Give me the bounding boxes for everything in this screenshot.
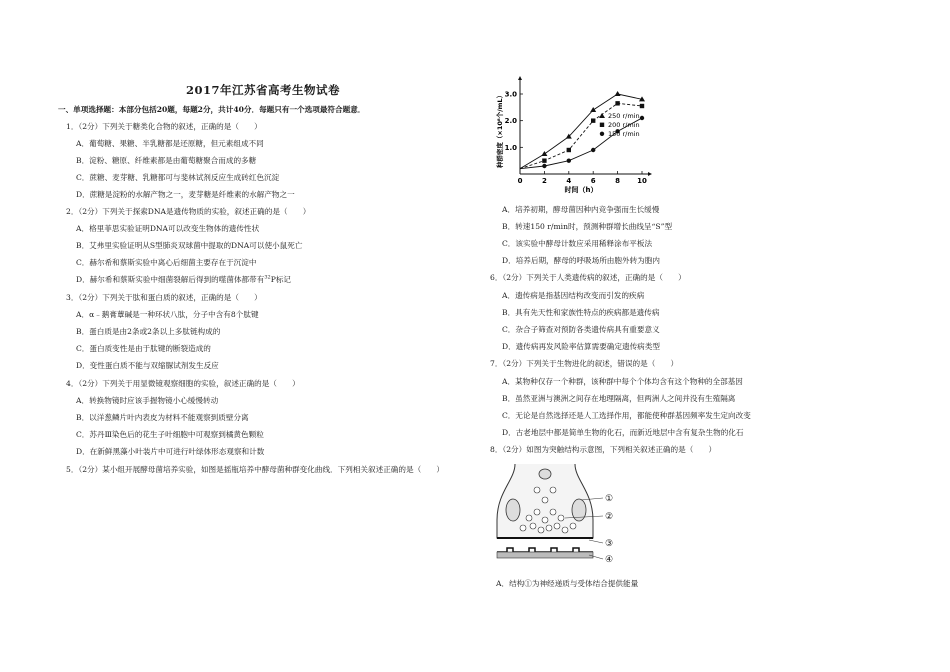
data-point-circle bbox=[567, 158, 571, 162]
q1-stem: 1．（2分）下列关于糖类化合物的叙述，正确的是（ ） bbox=[66, 122, 262, 131]
q6-option-c: C．杂合子筛查对预防各类遗传病具有重要意义 bbox=[502, 325, 660, 334]
legend-label: 250 r/min bbox=[608, 112, 640, 120]
q6-option-d: D．遗传病再发风险率估算需要确定遗传病类型 bbox=[502, 342, 660, 351]
q4-option-c: C．苏丹Ⅲ染色后的花生子叶细胞中可观察到橘黄色颗粒 bbox=[76, 430, 264, 439]
synapse-diagram bbox=[493, 460, 633, 570]
postsynaptic-cell bbox=[497, 552, 593, 558]
data-point-triangle bbox=[615, 91, 621, 96]
q1-option-c: C．蔗糖、麦芽糖、乳糖都可与斐林试剂反应生成砖红色沉淀 bbox=[76, 173, 280, 182]
q1-option-b: B．淀粉、糖原、纤维素都是由葡萄糖聚合而成的多糖 bbox=[76, 156, 257, 165]
y-tick-label: 1.0 bbox=[504, 143, 517, 152]
y-axis-arrow bbox=[518, 76, 522, 80]
q4-option-a: A．转换物镜时应该手握物镜小心缓慢转动 bbox=[76, 396, 219, 405]
data-point-square bbox=[615, 101, 619, 105]
q5-stem: 5．（2分）某小组开展酵母菌培养实验，如图是摇瓶培养中酵母菌种群变化曲线．下列相关叙述正确的是（ ） bbox=[66, 465, 444, 474]
q5-option-a: A．培养初期，酵母菌因种内竞争强而生长缓慢 bbox=[502, 205, 660, 214]
section-heading: 一、单项选择题：本部分包括20题，每题2分，共计40分．每题只有一个选项最符合题意． bbox=[58, 105, 366, 114]
q3-option-d: D．变性蛋白质不能与双缩脲试剂发生反应 bbox=[76, 361, 219, 370]
data-point-square bbox=[640, 104, 644, 108]
legend-label: 200 r/min bbox=[608, 121, 640, 129]
x-tick-label: 2 bbox=[541, 177, 547, 185]
q2-option-b: B．艾弗里实验证明从S型肺炎双球菌中提取的DNA可以使小鼠死亡 bbox=[76, 241, 303, 250]
x-tick-label: 0 bbox=[517, 177, 523, 185]
q6-stem: 6．（2分）下列关于人类遗传病的叙述，正确的是（ ） bbox=[490, 273, 686, 282]
q3-stem: 3．（2分）下列关于肽和蛋白质的叙述，正确的是（ ） bbox=[66, 293, 262, 302]
yeast-population-chart bbox=[492, 76, 652, 194]
q7-option-c: C．无论是自然选择还是人工选择作用，都能使种群基因频率发生定向改变 bbox=[502, 411, 751, 420]
q5-option-d: D．培养后期，酵母的呼吸场所由胞外转为胞内 bbox=[502, 256, 660, 265]
data-point-triangle bbox=[590, 107, 596, 112]
y-tick-label: 3.0 bbox=[504, 90, 517, 99]
q2-stem: 2．（2分）下列关于探索DNA是遗传物质的实验，叙述正确的是（ ） bbox=[66, 207, 311, 216]
q4-option-b: B．以洋葱鳞片叶内表皮为材料不能观察到质壁分离 bbox=[76, 413, 249, 422]
q4-option-d: D．在新鲜黑藻小叶装片中可进行叶绿体形态观察和计数 bbox=[76, 447, 265, 456]
q5-option-c: C．该实验中酵母计数应采用稀释涂布平板法 bbox=[502, 239, 653, 248]
legend-label: 150 r/min bbox=[608, 130, 640, 138]
label-4: ④ bbox=[605, 555, 614, 565]
q2-option-c: C．赫尔希和蔡斯实验中离心后细菌主要存在于沉淀中 bbox=[76, 258, 257, 267]
q2-option-d: D．赫尔希和蔡斯实验中细菌裂解后得到的噬菌体都带有$^{32}$P标记 bbox=[76, 274, 292, 284]
label-2: ② bbox=[605, 512, 614, 522]
data-point-square bbox=[542, 158, 546, 162]
legend-marker-triangle bbox=[599, 113, 605, 118]
legend-marker-circle bbox=[600, 132, 604, 136]
q7-stem: 7．（2分）下列关于生物进化的叙述，错误的是（ ） bbox=[490, 359, 679, 368]
q3-option-a: A．α﹣鹅膏蕈碱是一种环状八肽，分子中含有8个肽键 bbox=[76, 310, 259, 319]
q3-option-c: C．蛋白质变性是由于肽键的断裂造成的 bbox=[76, 344, 211, 353]
q4-stem: 4．（2分）下列关于用显微镜观察细胞的实验，叙述正确的是（ ） bbox=[66, 379, 300, 388]
q6-option-a: A．遗传病是指基因结构改变而引发的疾病 bbox=[502, 291, 645, 300]
legend-marker-square bbox=[600, 123, 604, 127]
data-point-circle bbox=[591, 148, 595, 152]
x-tick-label: 10 bbox=[637, 177, 647, 185]
y-tick-label: 2.0 bbox=[504, 117, 517, 126]
x-axis-arrow bbox=[648, 172, 652, 176]
y-axis-label: 种群密度（×10⁸个/mL） bbox=[496, 91, 504, 169]
q8-option-a: A．结构①为神经递质与受体结合提供能量 bbox=[496, 579, 639, 588]
data-point-square bbox=[567, 148, 571, 152]
q3-option-b: B．蛋白质是由2条或2条以上多肽链构成的 bbox=[76, 327, 221, 336]
q2-option-a: A．格里菲思实验证明DNA可以改变生物体的遗传性状 bbox=[76, 224, 260, 233]
data-point-square bbox=[591, 118, 595, 122]
x-tick-label: 8 bbox=[615, 177, 621, 185]
label-1: ① bbox=[605, 494, 614, 504]
q8-stem: 8．（2分）如图为突触结构示意图，下列相关叙述正确的是（ ） bbox=[490, 445, 717, 454]
q6-option-b: B．具有先天性和家族性特点的疾病都是遗传病 bbox=[502, 308, 660, 317]
exam-title: 2017年江苏省高考生物试卷 bbox=[185, 83, 340, 97]
q7-option-d: D．古老地层中都是简单生物的化石，而新近地层中含有复杂生物的化石 bbox=[502, 428, 744, 437]
data-point-circle bbox=[542, 164, 546, 168]
q1-option-d: D．蔗糖是淀粉的水解产物之一，麦芽糖是纤维素的水解产物之一 bbox=[76, 190, 295, 199]
q7-option-a: A．某物种仅存一个种群，该种群中每个个体均含有这个物种的全部基因 bbox=[502, 377, 743, 386]
label-3: ③ bbox=[605, 539, 614, 549]
data-point-circle bbox=[640, 116, 644, 120]
x-axis-label: 时间（h） bbox=[564, 186, 598, 194]
q5-option-b: B．转速150 r/min时，预测种群增长曲线呈“S”型 bbox=[502, 222, 673, 231]
q7-option-b: B．虽然亚洲与澳洲之间存在地理隔离，但两洲人之间并没有生殖隔离 bbox=[502, 394, 736, 403]
q1-option-a: A．葡萄糖、果糖、半乳糖都是还原糖，但元素组成不同 bbox=[76, 139, 264, 148]
postsynaptic-membrane bbox=[497, 548, 593, 552]
x-tick-label: 6 bbox=[590, 177, 596, 185]
x-tick-label: 4 bbox=[566, 177, 572, 185]
data-point-triangle bbox=[541, 151, 547, 156]
